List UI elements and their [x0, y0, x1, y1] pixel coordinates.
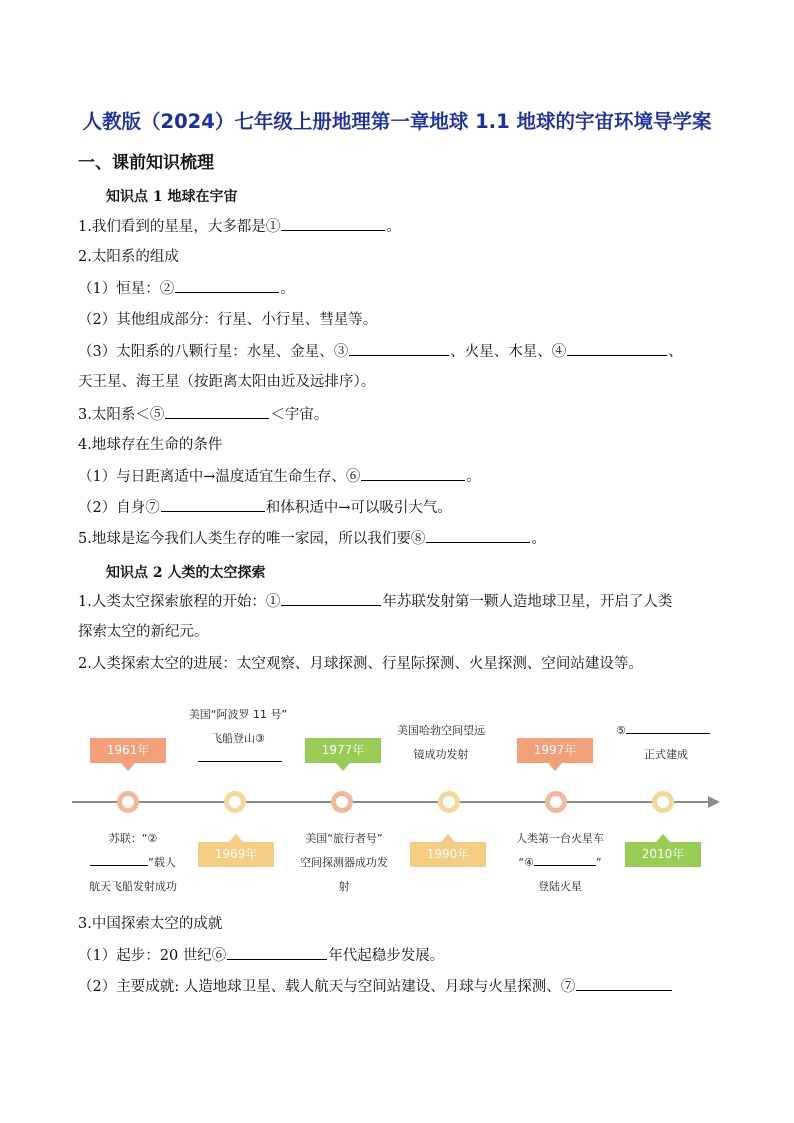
timeline-arrowhead: [708, 796, 720, 808]
text: 1977年: [321, 743, 365, 757]
text: 射: [338, 880, 350, 893]
text: [616, 719, 716, 743]
kp1-line-4: （2）其他组成部分：行星、小行星、彗星等。: [78, 312, 378, 328]
text: 5.地球是迄今我们人类生存的唯一家园，所以我们要⑧: [78, 531, 426, 547]
knowledge-point-2-heading: 知识点 2 人类的太空探索: [106, 565, 266, 581]
fill-blank-timeline-2[interactable]: [90, 855, 148, 866]
text: 飞船登山③: [211, 732, 265, 745]
kp1-line-10: [78, 497, 452, 518]
text: 1961年: [106, 743, 150, 757]
text: （1）恒星：②: [78, 281, 175, 297]
text: ＜宇宙。: [270, 407, 329, 423]
timeline-dot-2010: [652, 791, 674, 813]
timeline-dot-1961: [117, 791, 139, 813]
timeline-dot-1969: [224, 791, 246, 813]
text: 苏联：“②: [108, 832, 158, 845]
space-exploration-timeline: [60, 695, 730, 900]
text: 1997年: [533, 743, 577, 757]
year-badge-1969: [198, 842, 274, 867]
text: 1.人类太空探索旅程的开始：①: [78, 594, 281, 610]
text: （2）自身⑦: [78, 500, 160, 516]
text: ”载人: [148, 856, 176, 869]
fill-blank-timeline-3[interactable]: [198, 751, 282, 762]
kp1-line-11: [78, 528, 546, 549]
timeline-axis: [72, 801, 712, 803]
text: 登陆火星: [538, 880, 582, 893]
text: 。: [466, 469, 481, 485]
kp1-line-3: [78, 278, 295, 299]
text: 1969年: [214, 847, 258, 861]
text: 1990年: [426, 847, 470, 861]
text: 美国哈勃空间望远: [397, 724, 485, 737]
timeline-label-1969: [178, 703, 298, 751]
timeline-dot-1990: [438, 791, 460, 813]
kp2-line-2: 探索太空的新纪元。: [78, 624, 209, 640]
text: （1）与日距离适中→温度适宜生命生存、⑥: [78, 469, 361, 485]
text: 航天飞船发射成功: [89, 880, 177, 893]
text: 人类第一台火星车: [516, 832, 604, 845]
fill-blank-timeline-5[interactable]: [626, 723, 710, 734]
text: 空间探测器成功发: [300, 856, 388, 869]
text: “④: [518, 856, 534, 869]
year-badge-1977: [305, 738, 381, 763]
text: ”: [595, 856, 602, 869]
fill-blank-3[interactable]: [349, 341, 449, 356]
kp2-line-6: [78, 976, 673, 997]
text: ⑤: [616, 724, 626, 737]
text: 3.太阳系＜⑤: [78, 407, 165, 423]
year-badge-1997: [517, 738, 593, 763]
fill-blank-kp2-6[interactable]: [227, 945, 327, 960]
fill-blank-8[interactable]: [426, 528, 530, 543]
text: 、火星、木星、④: [450, 344, 567, 360]
fill-blank-1[interactable]: [281, 216, 385, 231]
fill-blank-4[interactable]: [567, 341, 667, 356]
kp1-line-6: 天王星、海王星（按距离太阳由近及远排序）。: [78, 374, 376, 390]
fill-blank-kp2-1[interactable]: [281, 591, 381, 606]
kp1-line-8: 4.地球存在生命的条件: [78, 437, 223, 453]
kp2-line-5: [78, 945, 444, 966]
text: 。: [386, 219, 401, 235]
fill-blank-5[interactable]: [165, 404, 269, 419]
text: （3）太阳系的八颗行星：水星、金星、③: [78, 344, 349, 360]
year-badge-1990: [410, 842, 486, 867]
text: 美国“阿波罗 11 号”: [188, 708, 288, 721]
kp1-line-5: [78, 341, 683, 362]
text: 、: [668, 344, 683, 360]
text: 1.我们看到的星星，大多都是①: [78, 219, 281, 235]
kp1-line-9: [78, 466, 481, 487]
text: 年代起稳步发展。: [328, 948, 445, 964]
fill-blank-6[interactable]: [361, 466, 465, 481]
year-badge-2010: [625, 842, 701, 867]
text: 。: [280, 281, 295, 297]
timeline-dot-1997: [545, 791, 567, 813]
fill-blank-timeline-4[interactable]: [534, 855, 596, 866]
text: 和体积适中→可以吸引大气。: [265, 500, 452, 516]
kp2-line-3: 2.人类探索太空的进展：太空观察、月球探测、行星际探测、火星探测、空间站建设等。: [78, 656, 643, 672]
timeline-label-1990: [386, 719, 496, 767]
timeline-label-1997: [500, 827, 620, 899]
text: 年苏联发射第一颗人造地球卫星，开启了人类: [382, 594, 673, 610]
text: 镜成功发射: [413, 748, 469, 761]
kp2-line-4: 3.中国探索太空的成就: [78, 916, 223, 932]
fill-blank-kp2-7[interactable]: [576, 976, 672, 991]
year-badge-1961: [90, 738, 166, 763]
kp1-line-2: 2.太阳系的组成: [78, 249, 179, 265]
knowledge-point-1-heading: 知识点 1 地球在宇宙: [106, 189, 238, 205]
text: 2010年: [641, 847, 685, 861]
page-title: 人教版（2024）七年级上册地理第一章地球 1.1 地球的宇宙环境导学案: [82, 110, 712, 133]
kp1-line-7: [78, 404, 328, 425]
text: 美国“旅行者号”: [305, 832, 383, 845]
text: （2）主要成就: 人造地球卫星、载人航天与空间站建设、月球与火星探测、⑦: [78, 979, 576, 995]
text: 正式建成: [644, 748, 688, 761]
timeline-dot-1977: [331, 791, 353, 813]
section-heading: 一、课前知识梳理: [78, 153, 214, 173]
text: 。: [531, 531, 546, 547]
fill-blank-2[interactable]: [175, 278, 279, 293]
kp2-line-1: [78, 591, 672, 612]
kp1-line-1: [78, 216, 401, 237]
fill-blank-7[interactable]: [161, 497, 265, 512]
timeline-label-1961: [78, 827, 188, 899]
timeline-label-1977: [288, 827, 400, 899]
timeline-label-2010: [616, 719, 716, 767]
text: （1）起步：20 世纪⑥: [78, 948, 227, 964]
